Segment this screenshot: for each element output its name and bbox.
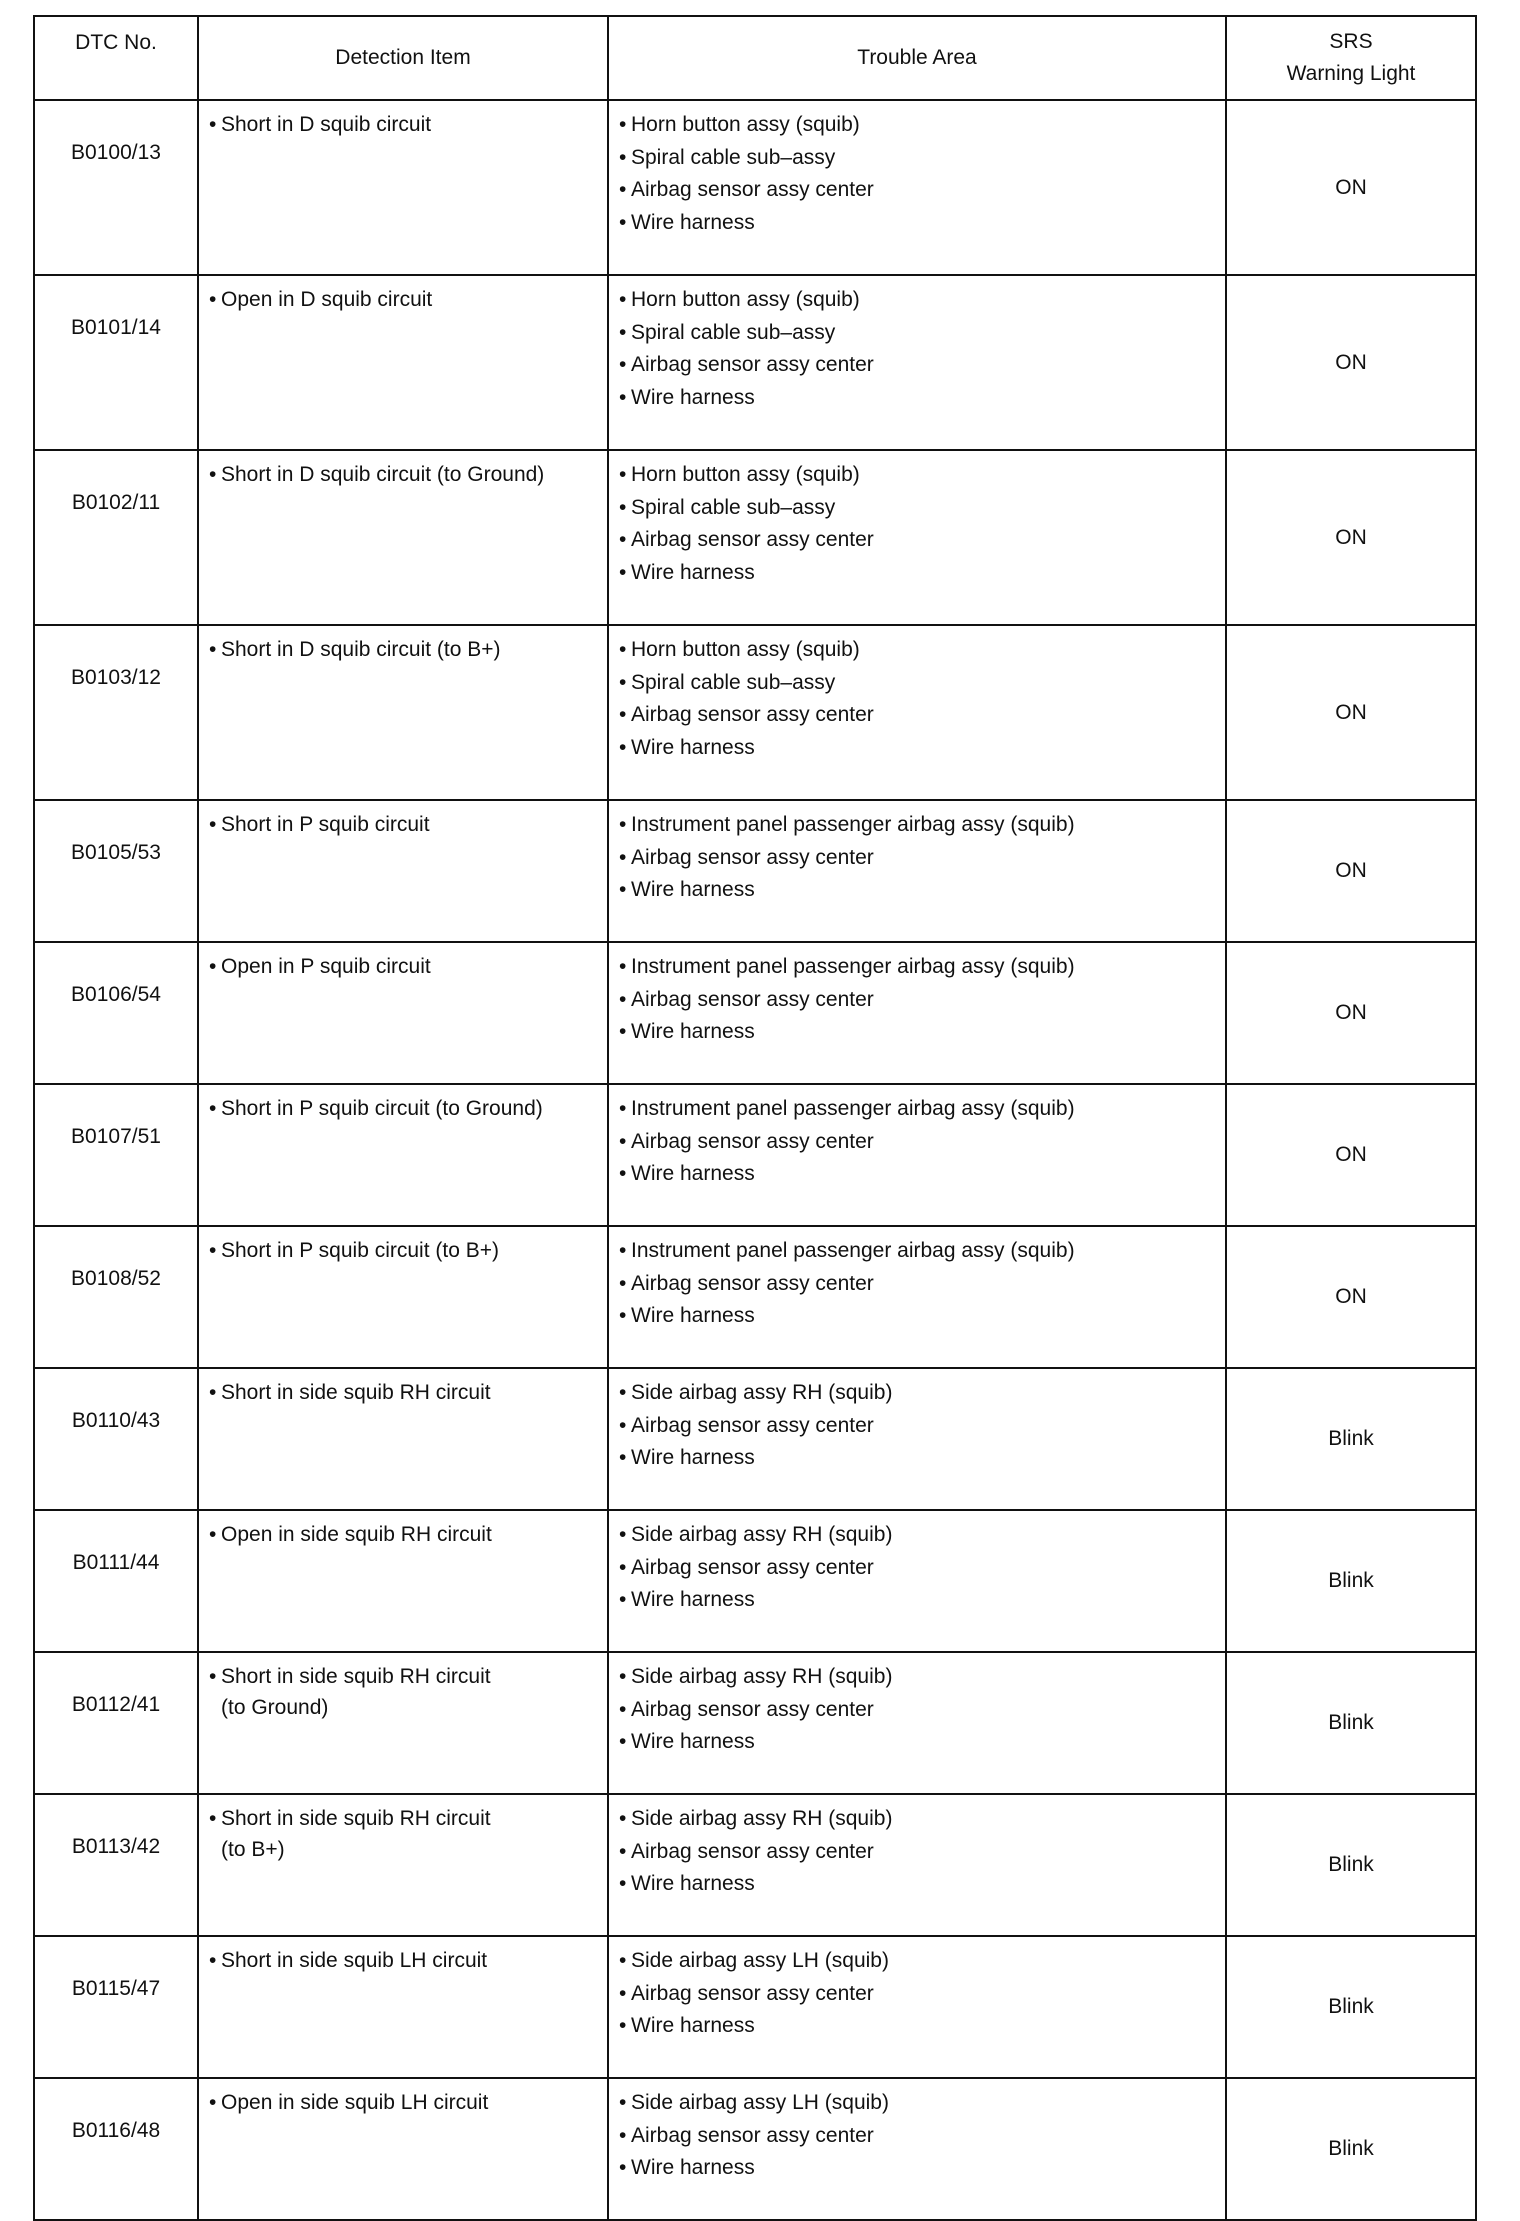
trouble-area-text: Horn button assy (squib) [631,288,860,311]
trouble-area-item [619,1552,1217,1585]
trouble-area-text: Wire harness [631,2156,755,2179]
trouble-area-text: Side airbag assy RH (squib) [631,1381,893,1404]
bullet-icon: • [619,2156,627,2179]
detection-item-text: Short in P squib circuit [221,813,430,836]
detection-item-text: Open in P squib circuit [221,955,431,978]
detection-item-cell [198,1510,608,1652]
trouble-area-item [619,732,1217,765]
trouble-area-cell [608,1794,1226,1936]
trouble-area-cell [608,1226,1226,1368]
bullet-icon: • [209,1239,217,1262]
bullet-icon: • [619,987,627,1011]
srs-warning-light-cell: ON [1226,800,1476,942]
trouble-area-text: Wire harness [631,1588,755,1611]
table-row [34,800,1476,942]
trouble-area-text: Airbag sensor assy center [631,353,874,376]
trouble-area-item [619,2120,1217,2153]
trouble-area-item [619,349,1217,382]
trouble-area-text: Spiral cable sub–assy [631,670,836,694]
bullet-icon: • [619,1588,627,1611]
bullet-icon: • [209,1097,217,1120]
trouble-area-text: Side airbag assy LH (squib) [631,2091,889,2114]
trouble-area-item [619,1377,1217,1410]
trouble-area-item [619,1868,1217,1901]
table-row [34,1510,1476,1652]
srs-warning-light-cell: Blink [1226,1936,1476,2078]
trouble-area-item [619,667,1217,700]
trouble-area-item [619,207,1217,240]
trouble-area-text: Airbag sensor assy center [631,1839,874,1863]
detection-item-cell [198,1226,608,1368]
bullet-icon: • [619,1523,627,1546]
detection-item-text: Short in side squib RH circuit [221,1381,491,1404]
trouble-area-cell [608,1652,1226,1794]
trouble-area-text: Airbag sensor assy center [631,703,874,726]
bullet-icon: • [209,1523,217,1546]
bullet-icon: • [619,288,627,311]
trouble-area-text: Instrument panel passenger airbag assy (squib) [631,813,1075,836]
detection-item-cell [198,1084,608,1226]
bullet-icon: • [619,735,627,759]
trouble-area-item [619,1126,1217,1159]
trouble-area-item [619,317,1217,350]
trouble-area-item [619,109,1217,142]
detection-item-text: Short in P squib circuit (to B+) [221,1239,499,1262]
trouble-area-text: Wire harness [631,385,755,409]
trouble-area-text: Wire harness [631,560,755,584]
detection-item-cell [198,1652,608,1794]
dtc-code-cell: B0103/12 [34,625,198,800]
bullet-icon: • [619,1271,627,1295]
detection-item-cell [198,2078,608,2220]
detection-item-text: Short in D squib circuit (to B+) [221,638,501,661]
bullet-icon: • [619,1555,627,1579]
trouble-area-text: Horn button assy (squib) [631,463,860,486]
detection-item-cell [198,1794,608,1936]
bullet-icon: • [619,1020,627,1043]
trouble-area-cell [608,450,1226,625]
trouble-area-text: Wire harness [631,1872,755,1895]
detection-item-text: Short in D squib circuit [221,113,432,136]
table-row [34,1226,1476,1368]
dtc-code-cell: B0106/54 [34,942,198,1084]
header-dtc-no: DTC No. [34,16,198,100]
dtc-code-cell: B0113/42 [34,1794,198,1936]
trouble-area-cell [608,1084,1226,1226]
bullet-icon: • [209,463,217,486]
trouble-area-text: Airbag sensor assy center [631,528,874,551]
srs-warning-light-cell: Blink [1226,1794,1476,1936]
bullet-icon: • [209,288,217,311]
trouble-area-item [619,1694,1217,1727]
trouble-area-text: Airbag sensor assy center [631,1129,874,1153]
trouble-area-text: Airbag sensor assy center [631,845,874,869]
trouble-area-item [619,1442,1217,1475]
dtc-code-cell: B0110/43 [34,1368,198,1510]
bullet-icon: • [619,955,627,978]
trouble-area-text: Instrument panel passenger airbag assy (squib) [631,955,1075,978]
bullet-icon: • [619,2091,627,2114]
trouble-area-item [619,1268,1217,1301]
dtc-code-cell: B0112/41 [34,1652,198,1794]
trouble-area-cell [608,625,1226,800]
bullet-icon: • [619,113,627,136]
trouble-area-text: Wire harness [631,2014,755,2037]
srs-warning-light-cell: ON [1226,625,1476,800]
bullet-icon: • [619,1381,627,1404]
trouble-area-item [619,1410,1217,1443]
trouble-area-item [619,1093,1217,1126]
table-row [34,1652,1476,1794]
detection-item-text: Open in side squib RH circuit [221,1523,492,1546]
trouble-area-item [619,2152,1217,2185]
bullet-icon: • [619,2123,627,2147]
trouble-area-item [619,1661,1217,1694]
detection-item-text: Short in side squib LH circuit [221,1949,488,1972]
srs-warning-light-cell: ON [1226,942,1476,1084]
srs-warning-light-cell: ON [1226,1226,1476,1368]
trouble-area-text: Side airbag assy RH (squib) [631,1665,893,1688]
detection-item-text: (to Ground) [221,1696,329,1719]
bullet-icon: • [619,638,627,661]
detection-item-cell [198,275,608,450]
detection-item-text: (to B+) [221,1838,285,1861]
detection-item-cell [198,1936,608,2078]
bullet-icon: • [209,1381,217,1404]
header-srs-warning-light [1226,16,1476,100]
trouble-area-cell [608,100,1226,275]
trouble-area-item [619,951,1217,984]
bullet-icon: • [209,638,217,661]
detection-item-text: Short in P squib circuit (to Ground) [221,1097,543,1120]
table-row [34,1084,1476,1226]
trouble-area-item [619,984,1217,1017]
detection-item-cell [198,625,608,800]
header-detection-item: Detection Item [198,16,608,100]
trouble-area-item [619,1016,1217,1049]
bullet-icon: • [209,955,217,978]
bullet-icon: • [209,1665,217,1688]
trouble-area-text: Wire harness [631,1020,755,1043]
trouble-area-text: Spiral cable sub–assy [631,145,836,169]
trouble-area-item [619,634,1217,667]
bullet-icon: • [619,1949,627,1972]
srs-warning-light-cell: ON [1226,1084,1476,1226]
table-row [34,942,1476,1084]
bullet-icon: • [209,2091,217,2114]
bullet-icon: • [619,463,627,486]
detection-item-cell [198,450,608,625]
bullet-icon: • [619,495,627,519]
trouble-area-item [619,1836,1217,1869]
bullet-icon: • [619,1839,627,1863]
table-row [34,1794,1476,1936]
trouble-area-text: Horn button assy (squib) [631,638,860,661]
trouble-area-text: Airbag sensor assy center [631,987,874,1011]
trouble-area-text: Airbag sensor assy center [631,2123,874,2147]
detection-item-text: Open in D squib circuit [221,288,433,311]
trouble-area-item [619,809,1217,842]
bullet-icon: • [619,1239,627,1262]
bullet-icon: • [619,670,627,694]
dtc-code-cell: B0105/53 [34,800,198,942]
trouble-area-text: Side airbag assy RH (squib) [631,1523,893,1546]
trouble-area-text: Instrument panel passenger airbag assy (squib) [631,1097,1075,1120]
trouble-area-item [619,174,1217,207]
detection-item-text: Open in side squib LH circuit [221,2091,489,2114]
trouble-area-text: Airbag sensor assy center [631,1413,874,1437]
detection-item-cell [198,942,608,1084]
detection-item-cell [198,800,608,942]
dtc-code-cell: B0116/48 [34,2078,198,2220]
trouble-area-cell [608,1936,1226,2078]
detection-item-text: Short in side squib RH circuit [221,1665,491,1688]
bullet-icon: • [619,178,627,201]
bullet-icon: • [619,210,627,234]
trouble-area-item [619,1584,1217,1617]
trouble-area-text: Side airbag assy LH (squib) [631,1949,889,1972]
trouble-area-item [619,842,1217,875]
dtc-code-cell: B0102/11 [34,450,198,625]
trouble-area-item [619,1300,1217,1333]
trouble-area-text: Spiral cable sub–assy [631,320,836,344]
trouble-area-text: Wire harness [631,1304,755,1327]
detection-item-cell [198,1368,608,1510]
srs-warning-light-cell: Blink [1226,1510,1476,1652]
trouble-area-item [619,2087,1217,2120]
trouble-area-item [619,2010,1217,2043]
bullet-icon: • [619,528,627,551]
detection-item-text: Short in D squib circuit (to Ground) [221,463,545,486]
bullet-icon: • [209,113,217,136]
table-row [34,275,1476,450]
detection-item-cell [198,100,608,275]
table-row [34,1368,1476,1510]
dtc-table [33,15,1477,2221]
bullet-icon: • [619,2014,627,2037]
trouble-area-text: Wire harness [631,1162,755,1185]
bullet-icon: • [619,878,627,901]
trouble-area-item [619,524,1217,557]
table-row [34,100,1476,275]
bullet-icon: • [619,703,627,726]
bullet-icon: • [619,1697,627,1721]
header-srs-line1: SRS [1329,30,1373,53]
trouble-area-item [619,557,1217,590]
table-row [34,1936,1476,2078]
bullet-icon: • [619,1665,627,1688]
dtc-code-cell: B0115/47 [34,1936,198,2078]
srs-warning-light-cell: ON [1226,450,1476,625]
trouble-area-item [619,1726,1217,1759]
trouble-area-item [619,699,1217,732]
bullet-icon: • [209,813,217,836]
trouble-area-cell [608,2078,1226,2220]
srs-warning-light-cell: ON [1226,275,1476,450]
trouble-area-item [619,1978,1217,2011]
trouble-area-item [619,142,1217,175]
table-header-row [34,16,1476,100]
table-row [34,625,1476,800]
bullet-icon: • [619,845,627,869]
trouble-area-cell [608,800,1226,942]
dtc-code-cell: B0107/51 [34,1084,198,1226]
trouble-area-text: Instrument panel passenger airbag assy (squib) [631,1239,1075,1262]
bullet-icon: • [619,1872,627,1895]
bullet-icon: • [619,560,627,584]
trouble-area-text: Airbag sensor assy center [631,1697,874,1721]
bullet-icon: • [619,145,627,169]
trouble-area-item [619,1158,1217,1191]
bullet-icon: • [619,813,627,836]
trouble-area-item [619,1803,1217,1836]
trouble-area-cell [608,275,1226,450]
trouble-area-text: Wire harness [631,210,755,234]
table-body [34,100,1476,2220]
trouble-area-item [619,1519,1217,1552]
trouble-area-text: Wire harness [631,735,755,759]
srs-warning-light-cell: Blink [1226,1368,1476,1510]
bullet-icon: • [619,1162,627,1185]
trouble-area-cell [608,942,1226,1084]
trouble-area-item [619,284,1217,317]
trouble-area-item [619,382,1217,415]
trouble-area-item [619,874,1217,907]
bullet-icon: • [619,1807,627,1830]
table-row [34,450,1476,625]
table-row [34,2078,1476,2220]
dtc-code-cell: B0101/14 [34,275,198,450]
dtc-code-cell: B0108/52 [34,1226,198,1368]
bullet-icon: • [619,320,627,344]
dtc-code-cell: B0100/13 [34,100,198,275]
bullet-icon: • [209,1949,217,1972]
trouble-area-text: Airbag sensor assy center [631,1555,874,1579]
srs-warning-light-cell: Blink [1226,2078,1476,2220]
trouble-area-item [619,459,1217,492]
bullet-icon: • [619,1304,627,1327]
trouble-area-text: Side airbag assy RH (squib) [631,1807,893,1830]
trouble-area-text: Airbag sensor assy center [631,1271,874,1295]
trouble-area-text: Wire harness [631,1446,755,1469]
trouble-area-text: Wire harness [631,1730,755,1753]
bullet-icon: • [619,1981,627,2005]
bullet-icon: • [619,1129,627,1153]
header-trouble-area: Trouble Area [608,16,1226,100]
bullet-icon: • [619,1097,627,1120]
header-srs-line2: Warning Light [1286,62,1416,85]
trouble-area-text: Airbag sensor assy center [631,1981,874,2005]
srs-warning-light-cell: ON [1226,100,1476,275]
dtc-code-cell: B0111/44 [34,1510,198,1652]
bullet-icon: • [619,1446,627,1469]
trouble-area-item [619,1235,1217,1268]
trouble-area-cell [608,1368,1226,1510]
trouble-area-item [619,492,1217,525]
trouble-area-text: Wire harness [631,878,755,901]
trouble-area-text: Horn button assy (squib) [631,113,860,136]
trouble-area-item [619,1945,1217,1978]
bullet-icon: • [619,353,627,376]
trouble-area-text: Spiral cable sub–assy [631,495,836,519]
trouble-area-text: Airbag sensor assy center [631,178,874,201]
bullet-icon: • [619,1730,627,1753]
srs-warning-light-cell: Blink [1226,1652,1476,1794]
detection-item-text: Short in side squib RH circuit [221,1807,491,1830]
bullet-icon: • [619,385,627,409]
trouble-area-cell [608,1510,1226,1652]
bullet-icon: • [209,1807,217,1830]
bullet-icon: • [619,1413,627,1437]
